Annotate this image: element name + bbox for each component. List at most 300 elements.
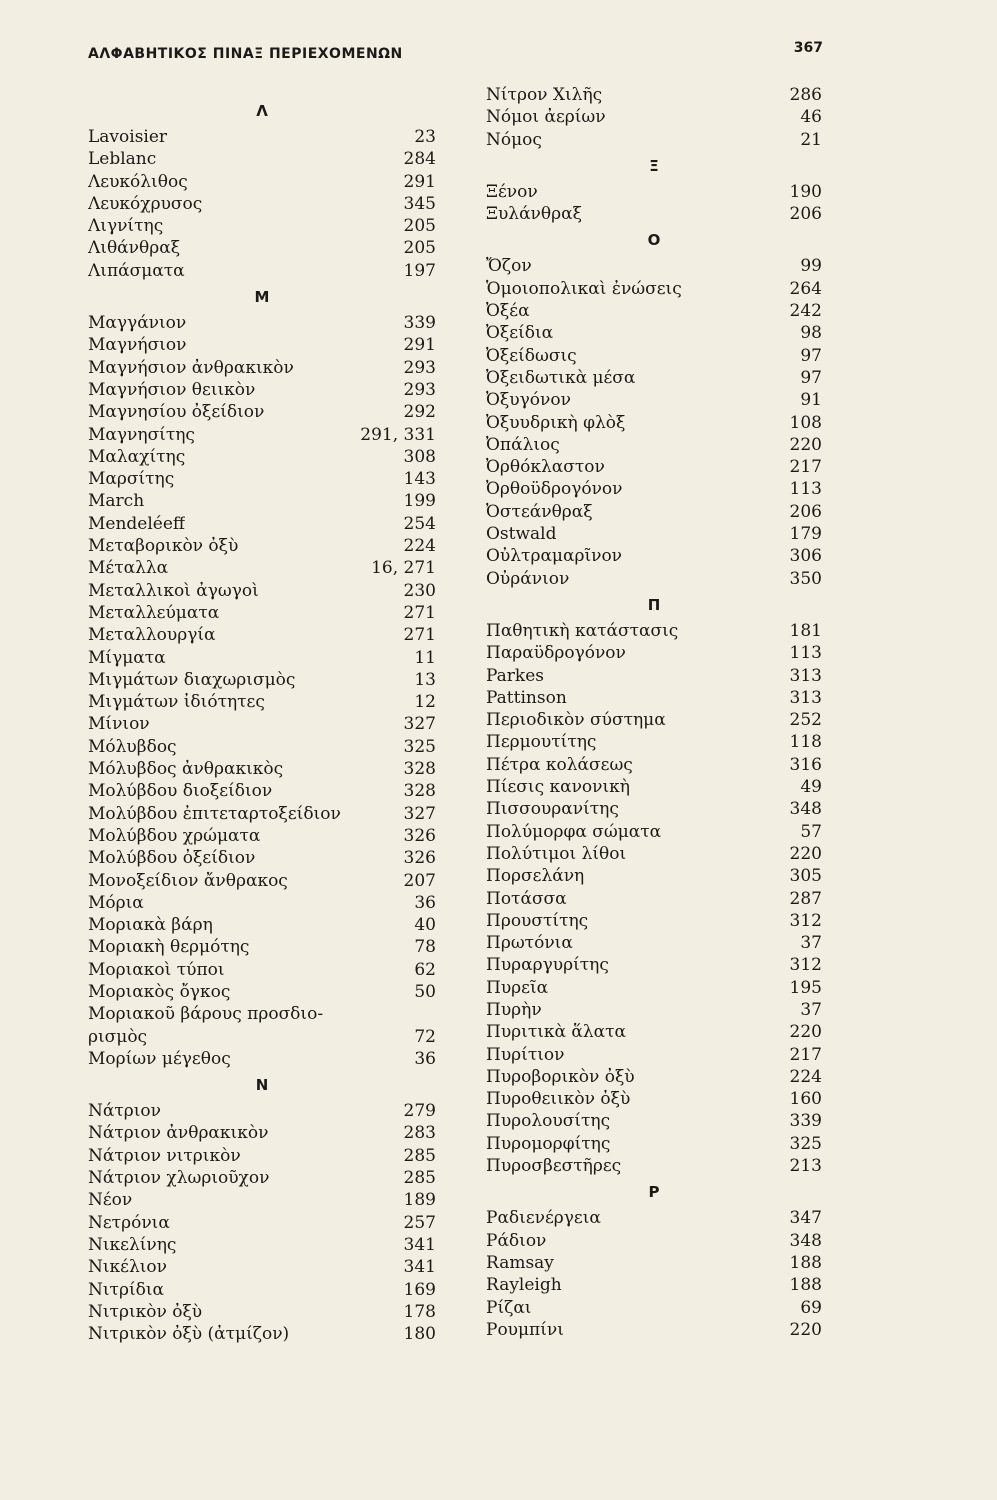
entry-pages: 178 [403,1301,436,1322]
entry-pages: 348 [789,799,822,820]
entry-term: Παθητικὴ κατάστασις [486,620,679,641]
index-entry [88,490,436,512]
index-entry [486,888,822,910]
index-entry [486,345,822,367]
entry-term: Ραδιενέργεια [486,1208,601,1229]
entry-term: Νάτριον ἀνθρακικὸν [88,1123,269,1144]
entry-term: Μαλαχίτης [88,446,186,467]
index-entry [88,357,436,379]
entry-term: Πυρεῖα [486,977,549,998]
entry-term: Ὀρθοϋδρογόνον [486,479,623,500]
index-entry [486,568,822,590]
entry-pages: 292 [403,402,436,423]
entry-term: Ὀξείδια [486,323,554,344]
entry-pages: 220 [789,1319,822,1340]
entry-pages: 271 [403,602,436,623]
entry-pages: 313 [789,687,822,708]
entry-pages: 327 [403,714,436,735]
entry-term: Ramsay [486,1252,554,1273]
entry-pages: 57 [800,821,822,842]
entry-term: Ὄζον [486,256,532,277]
entry-term: Ξυλάνθραξ [486,204,582,225]
section-letter: Ο [647,231,661,250]
index-entry [486,1207,822,1229]
entry-term: Μονοξείδιον ἄνθρακος [88,870,288,891]
entry-pages: 179 [789,524,822,545]
index-entry [486,1088,822,1110]
index-entry [88,1100,436,1122]
entry-pages: 325 [403,736,436,757]
entry-pages: 62 [414,959,436,980]
entry-term: Μορίων μέγεθος [88,1048,231,1069]
entry-pages: 230 [403,580,436,601]
entry-pages: 181 [789,620,822,641]
entry-pages: 11 [414,647,436,668]
entry-pages: 242 [789,301,822,322]
index-entry [88,535,436,557]
page-number: 367 [793,40,823,56]
entry-term: Οὐλτραμαρῖνον [486,546,623,567]
entry-term: Λιθάνθραξ [88,238,181,259]
entry-pages: 264 [789,278,822,299]
entry-pages: 217 [789,457,822,478]
index-entry [486,709,822,731]
entry-term: Μεταλλεύματα [88,602,220,623]
index-entry [88,669,436,691]
index-entry [88,215,436,237]
entry-term: Μιγμάτων διαχωρισμὸς [88,669,296,690]
entry-pages: 328 [403,759,436,780]
entry-pages: 160 [789,1089,822,1110]
index-entry [486,181,822,203]
index-entry [88,1189,436,1211]
index-entry [88,1026,436,1048]
entry-term: Παραϋδρογόνον [486,643,626,664]
index-entry [88,1145,436,1167]
entry-pages: 113 [789,643,822,664]
index-entry [486,731,822,753]
entry-pages: 328 [403,781,436,802]
entry-pages: 91 [800,390,822,411]
entry-term: Μεταλλικοὶ ἀγωγοὶ [88,580,259,601]
index-entry [486,1133,822,1155]
index-entry [486,843,822,865]
entry-term: Λευκόλιθος [88,171,188,192]
entry-pages: 271 [403,625,436,646]
section-letter: Μ [254,288,270,307]
entry-term: Πυρομορφίτης [486,1133,611,1154]
index-entry [88,424,436,446]
entry-pages: 37 [800,933,822,954]
index-title: ΑΛΦΑΒΗΤΙΚΟΣ ΠΙΝΑΞ ΠΕΡΙΕΧΟΜΕΝΩΝ [88,46,403,62]
entry-pages: 348 [789,1230,822,1251]
entry-term: Πολύμορφα σώματα [486,821,662,842]
index-entry [486,84,822,106]
entry-term: Μίνιον [88,714,150,735]
index-entry [88,1003,436,1025]
index-entry [486,1044,822,1066]
index-entry [486,367,822,389]
entry-pages: 206 [789,204,822,225]
entry-pages: 327 [403,803,436,824]
entry-term: Πυρὴν [486,999,542,1020]
index-entry [88,580,436,602]
entry-pages: 285 [403,1168,436,1189]
entry-pages: 113 [789,479,822,500]
index-entry [486,501,822,523]
entry-pages: 293 [403,357,436,378]
entry-pages: 341 [403,1257,436,1278]
index-entry [88,1167,436,1189]
entry-term: Μολύβδου διοξείδιον [88,781,273,802]
entry-pages: 40 [414,915,436,936]
section-letter: Ρ [648,1183,660,1202]
entry-term: Μεταβορικὸν ὀξὺ [88,536,239,557]
entry-pages: 316 [789,754,822,775]
entry-term: Pattinson [486,687,567,708]
entry-pages: 143 [403,469,436,490]
entry-term: Λιπάσματα [88,260,185,281]
index-entry [486,255,822,277]
entry-term: Πισσουρανίτης [486,799,619,820]
index-entry [486,1252,822,1274]
index-entry [486,278,822,300]
entry-term: Μοριακὰ βάρη [88,915,213,936]
index-entry [486,129,822,151]
entry-term: Πολύτιμοι λίθοι [486,843,627,864]
entry-term: Περμουτίτης [486,732,597,753]
index-entry [486,203,822,225]
index-entry [486,821,822,843]
entry-term: Ὀξείδωσις [486,345,577,366]
entry-pages: 279 [403,1101,436,1122]
entry-term: ρισμὸς [88,1026,148,1047]
entry-term: Νάτριον χλωριοῦχον [88,1168,270,1189]
entry-pages: 287 [789,888,822,909]
entry-pages: 23 [414,127,436,147]
entry-pages: 49 [800,777,822,798]
entry-term: Πυριτικὰ ἅλατα [486,1022,627,1043]
entry-term: Μίγματα [88,647,166,668]
entry-pages: 312 [789,955,822,976]
entry-term: Ὀρθόκλαστον [486,457,605,478]
index-entry [88,870,436,892]
entry-term: Μοριακὴ θερμότης [88,937,250,958]
entry-term: Ράδιον [486,1230,547,1251]
entry-term: Ρίζαι [486,1297,532,1318]
entry-pages: 197 [403,260,436,281]
entry-term: Ποτάσσα [486,888,567,909]
section-letter: Ξ [649,156,659,175]
index-entry [486,300,822,322]
entry-pages: 220 [789,1022,822,1043]
entry-term: Πυροβορικὸν ὀξὺ [486,1066,635,1087]
index-entry [486,412,822,434]
entry-pages: 283 [403,1123,436,1144]
entry-pages: 36 [414,892,436,913]
entry-term: Μαγνήσιον ἀνθρακικὸν [88,357,294,378]
page-header [88,40,823,70]
index-entry [88,1212,436,1234]
index-entry [486,322,822,344]
entry-term: Ὀξειδωτικὰ μέσα [486,367,636,388]
index-entry [88,126,436,148]
entry-pages: 169 [403,1279,436,1300]
entry-pages: 220 [789,434,822,455]
index-entry [88,892,436,914]
entry-pages: 72 [414,1026,436,1047]
index-entry [486,754,822,776]
entry-term: Parkes [486,665,545,686]
entry-term: Πυροσβεστῆρες [486,1156,622,1177]
index-entry [88,981,436,1003]
entry-pages: 326 [403,825,436,846]
index-entry [88,1323,436,1345]
entry-pages: 339 [403,313,436,334]
index-entry [486,620,822,642]
entry-pages: 224 [403,536,436,557]
index-entry [486,1021,822,1043]
index-entry [88,260,436,282]
entry-term: Μόλυβδος [88,736,177,757]
entry-term: Ξένον [486,181,538,202]
entry-term: Νιτρικὸν ὀξὺ (ἀτμίζον) [88,1324,290,1345]
index-entry [486,954,822,976]
entry-pages: 217 [789,1044,822,1065]
index-column-right [486,84,822,1341]
index-entry [88,557,436,579]
entry-term: Πυρολουσίτης [486,1111,611,1132]
entry-pages: 205 [403,216,436,237]
index-entry [88,803,436,825]
entry-term: Νάτριον [88,1101,161,1122]
index-entry [486,687,822,709]
index-entry [486,1110,822,1132]
index-entry [88,513,436,535]
entry-pages: 118 [789,732,822,753]
entry-term: Πυρίτιον [486,1044,565,1065]
entry-term: Νιτρίδια [88,1279,164,1300]
entry-term: Μαγνήσιον [88,335,187,356]
entry-pages: 308 [403,446,436,467]
entry-pages: 21 [800,129,822,150]
index-entry [88,825,436,847]
entry-term: Ὀστεάνθραξ [486,501,593,522]
index-entry [88,959,436,981]
entry-pages: 13 [414,669,436,690]
index-entry [486,932,822,954]
index-entry [486,999,822,1021]
entry-pages: 220 [789,843,822,864]
index-entry [88,334,436,356]
index-entry [88,914,436,936]
entry-pages: 207 [403,870,436,891]
entry-term: Νάτριον νιτρικὸν [88,1145,241,1166]
entry-term: Leblanc [88,149,157,170]
entry-term: Μαρσίτης [88,469,175,490]
entry-pages: 97 [800,345,822,366]
entry-pages: 284 [403,149,436,170]
entry-pages: 46 [800,107,822,128]
entry-pages: 224 [789,1066,822,1087]
index-entry [486,1066,822,1088]
entry-term: Νετρόνια [88,1212,170,1233]
entry-term: Μεταλλουργία [88,625,216,646]
entry-pages: 36 [414,1048,436,1069]
entry-term: Προυστίτης [486,910,589,931]
index-entry [88,1256,436,1278]
entry-term: Μολύβδου ὀξείδιον [88,848,256,869]
entry-term: Μοριακοῦ βάρους προσδιο- [88,1004,324,1025]
entry-pages: 180 [403,1324,436,1345]
index-entry [88,468,436,490]
index-entry [486,776,822,798]
entry-term: Μοριακὸς ὄγκος [88,981,231,1002]
entry-pages: 97 [800,367,822,388]
entry-term: Μαγνησίου ὀξείδιον [88,402,265,423]
entry-pages: 188 [789,1252,822,1273]
entry-pages: 98 [800,323,822,344]
entry-term: Πρωτόνια [486,933,573,954]
index-entry [88,171,436,193]
entry-term: Νόμος [486,129,542,150]
index-entry [88,446,436,468]
index-entry [486,1155,822,1177]
index-entry [88,148,436,170]
entry-term: Μιγμάτων ἰδιότητες [88,692,265,713]
index-entry [88,1279,436,1301]
section-letter: Ν [255,1076,269,1095]
entry-term: Ὀξυγόνον [486,390,571,411]
index-entry [88,847,436,869]
entry-term: Πυραργυρίτης [486,955,609,976]
index-entry [88,713,436,735]
index-entry [88,936,436,958]
entry-pages: 306 [789,546,822,567]
entry-term: Μόλυβδος ἀνθρακικὸς [88,759,284,780]
entry-pages: 69 [800,1297,822,1318]
entry-pages: 254 [403,513,436,534]
index-entry [486,1230,822,1252]
entry-pages: 339 [789,1111,822,1132]
entry-pages: 78 [414,937,436,958]
entry-pages: 345 [403,193,436,214]
entry-term: Ρουμπίνι [486,1319,564,1340]
entry-pages: 199 [403,491,436,512]
entry-term: Οὐράνιον [486,568,570,589]
index-entry [486,434,822,456]
index-entry [486,1274,822,1296]
entry-pages: 325 [789,1133,822,1154]
index-entry [486,865,822,887]
index-entry [486,798,822,820]
entry-pages: 257 [403,1212,436,1233]
index-entry [486,910,822,932]
entry-pages: 252 [789,710,822,731]
index-entry [486,545,822,567]
entry-term: Πορσελάνη [486,866,585,887]
entry-pages: 286 [789,85,822,105]
index-entry [88,624,436,646]
entry-pages: 312 [789,910,822,931]
entry-pages: 291, 331 [360,424,436,445]
entry-pages: 313 [789,665,822,686]
entry-term: Μολύβδου ἐπιτεταρτοξείδιον [88,803,341,824]
entry-term: Νόμοι ἀερίων [486,107,606,128]
index-entry [486,106,822,128]
index-entry [88,237,436,259]
index-entry [88,780,436,802]
index-entry [88,1048,436,1070]
entry-term: Ὀπάλιος [486,434,560,455]
entry-term: Νικέλιον [88,1257,167,1278]
index-entry [486,1319,822,1341]
entry-term: Νικελίνης [88,1234,177,1255]
index-entry [486,977,822,999]
section-letter: Λ [256,102,268,120]
entry-pages: 205 [403,238,436,259]
entry-term: Lavoisier [88,127,168,147]
entry-pages: 190 [789,181,822,202]
entry-term: Λιγνίτης [88,216,164,237]
entry-term: Μοριακοὶ τύποι [88,959,225,980]
entry-term: Μαγνησίτης [88,424,195,445]
index-entry [88,602,436,624]
entry-term: March [88,491,145,512]
entry-term: Μολύβδου χρώματα [88,825,261,846]
index-entry [88,312,436,334]
entry-term: Μόρια [88,892,144,913]
index-entry [486,1297,822,1319]
entry-term: Πέτρα κολάσεως [486,754,633,775]
index-entry [88,1301,436,1323]
entry-term: Νέον [88,1190,133,1211]
index-entry [88,401,436,423]
entry-pages: 293 [403,379,436,400]
entry-term: Λευκόχρυσος [88,193,203,214]
index-entry [486,456,822,478]
index-entry [88,193,436,215]
entry-term: Rayleigh [486,1275,562,1296]
entry-pages: 291 [403,171,436,192]
entry-term: Mendeléeff [88,513,185,534]
entry-term: Πίεσις κανονικὴ [486,777,630,798]
entry-pages: 99 [800,256,822,277]
entry-pages: 189 [403,1190,436,1211]
index-entry [486,523,822,545]
entry-term: Μαγγάνιον [88,313,187,334]
entry-pages: 326 [403,848,436,869]
index-entry [486,642,822,664]
entry-pages: 12 [414,692,436,713]
entry-term: Νίτρον Χιλῆς [486,85,603,105]
entry-term: Ὀξέα [486,301,530,322]
index-entry [88,379,436,401]
entry-pages: 188 [789,1275,822,1296]
entry-pages: 195 [789,977,822,998]
index-entry [88,736,436,758]
entry-pages: 37 [800,999,822,1020]
index-entry [88,758,436,780]
entry-pages: 16, 271 [371,558,436,579]
entry-term: Ὀξυυδρικὴ φλὸξ [486,412,626,433]
index-entry [486,389,822,411]
entry-term: Πυροθειικὸν ὀξὺ [486,1089,631,1110]
section-letter: Π [647,595,661,614]
entry-pages: 350 [789,568,822,589]
index-column-left [88,96,436,1345]
entry-term: Περιοδικὸν σύστημα [486,710,666,731]
